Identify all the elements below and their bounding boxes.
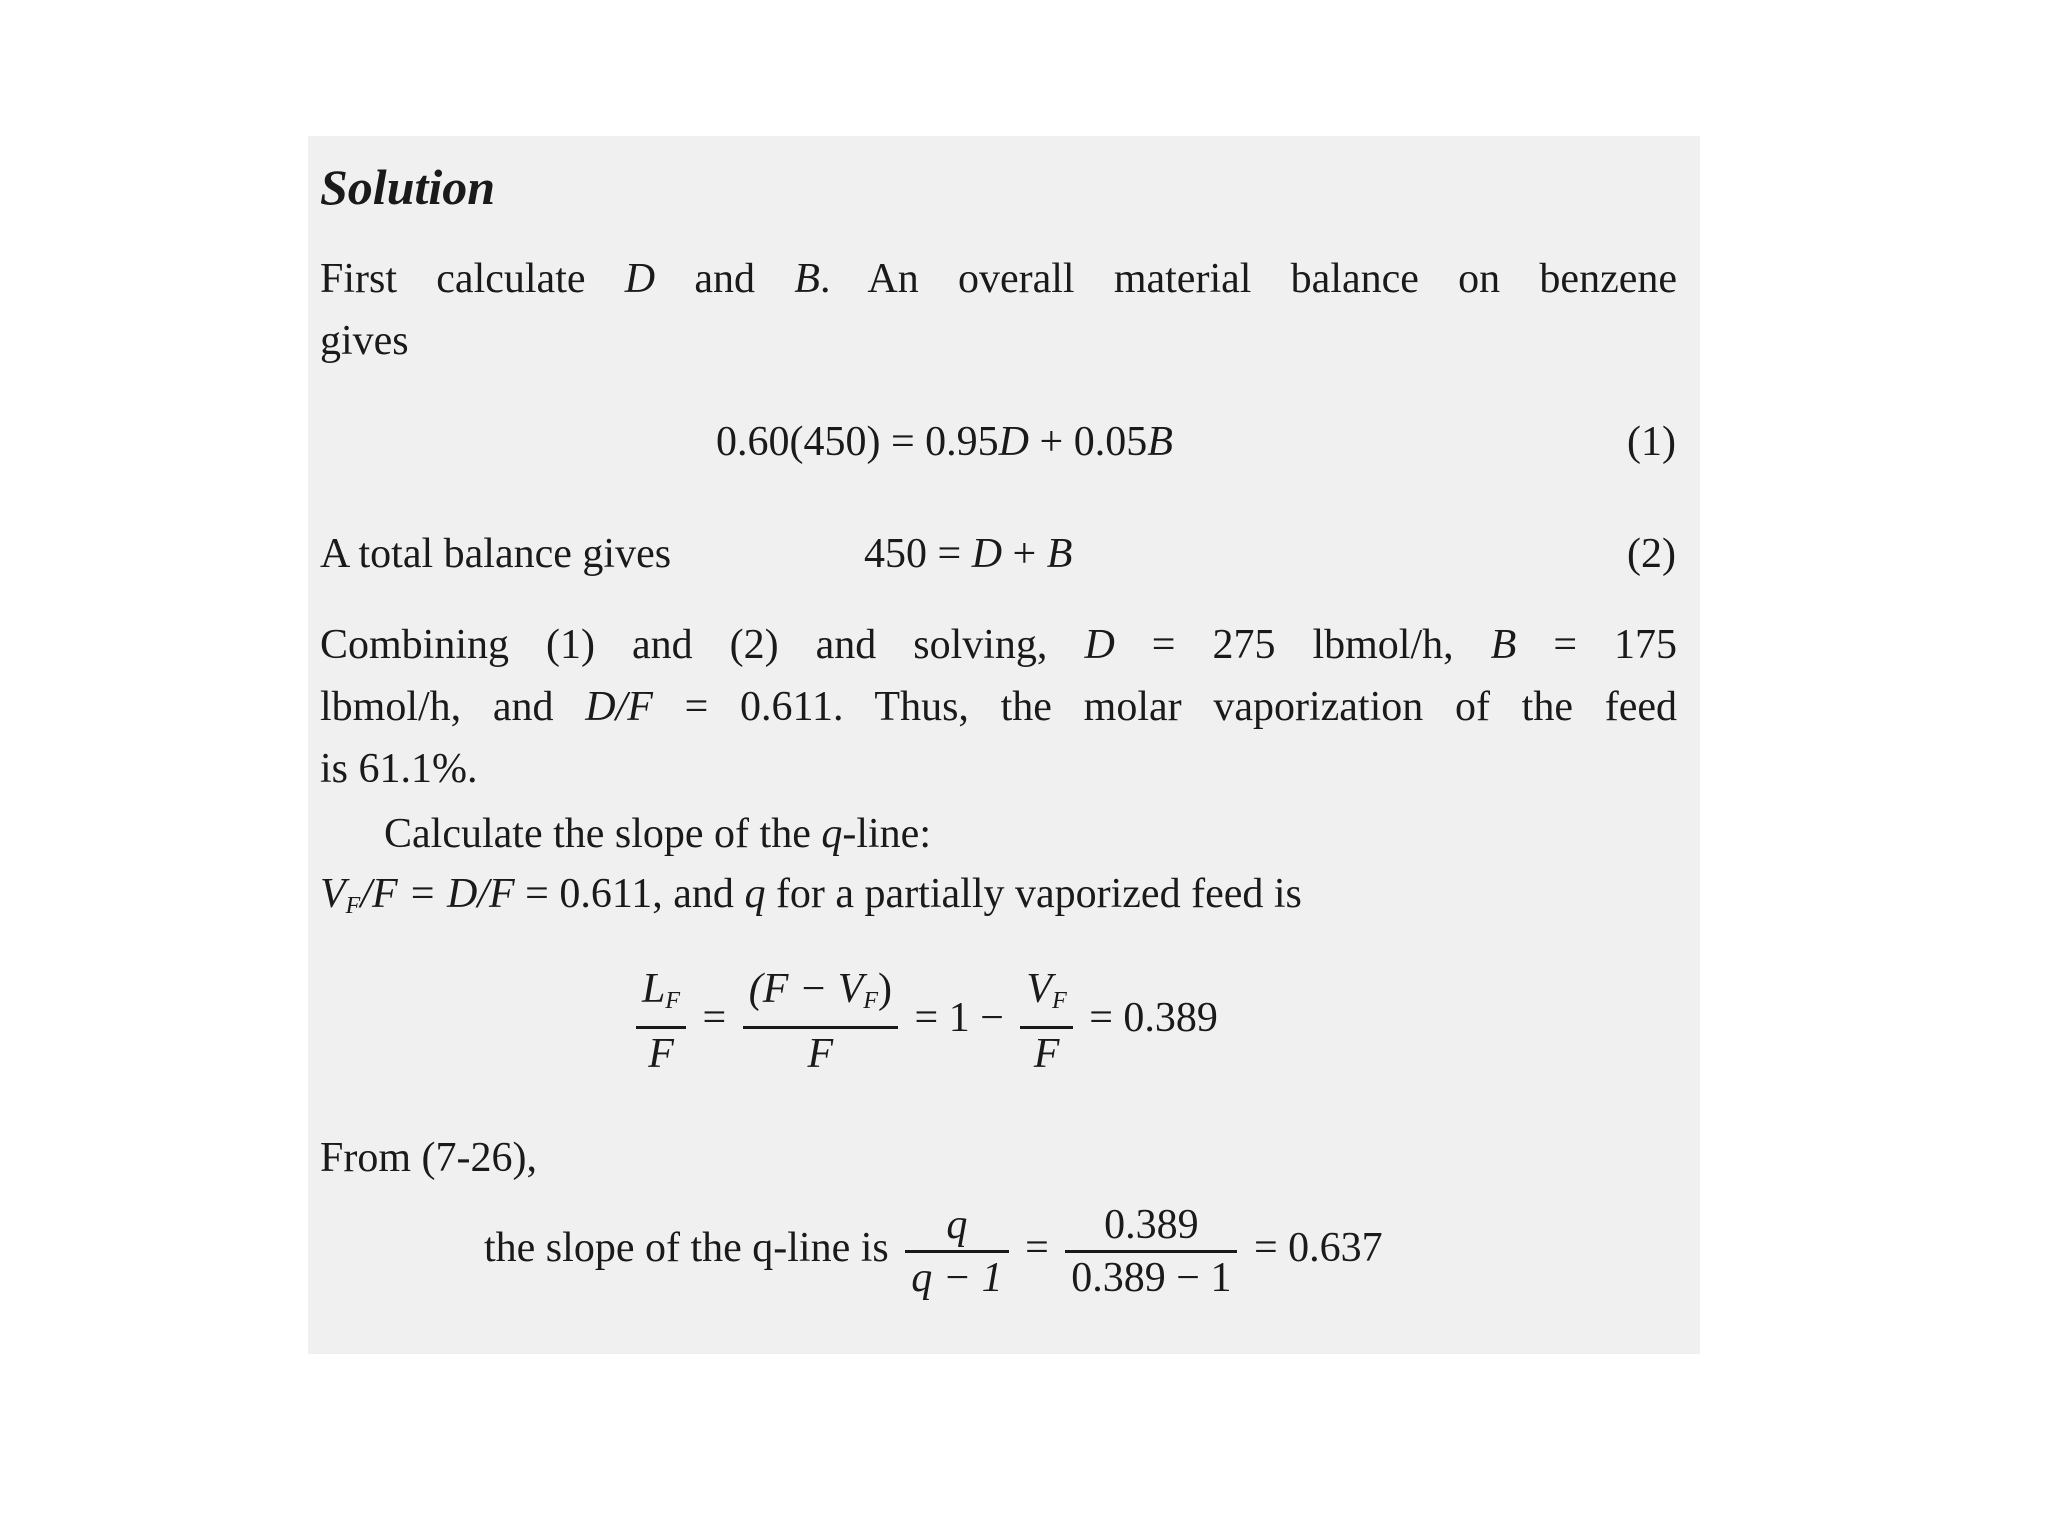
combining-line-1: Combining (1) and (2) and solving, D = 275 lbmol/h, B = 175 [320, 622, 1677, 668]
fraction-numeric-slope: $\frac{0.389}{0.389 - 1}$ [1065, 1200, 1237, 1303]
equation-number-2: (2) [1627, 531, 1676, 577]
solution-panel [308, 136, 1700, 1354]
fraction-f-minus-vf-over-f: $\frac{(F - V_F)}{F}$ [743, 964, 898, 1079]
combining-line-3: is 61.1%. [320, 746, 478, 792]
fraction-vf-over-f: $\frac{V_F}{F}$ [1020, 964, 1072, 1079]
total-balance-label: A total balance gives [320, 531, 672, 577]
equation-slope: the slope of the q-line is $\frac{q}{q - 1}$ = $\frac{0.389}{0.389 - 1}$ = 0.637 [484, 1202, 1383, 1301]
slope-intro-line: Calculate the slope of the q-line: [384, 811, 931, 857]
intro-line-1: First calculate D and B. An overall material balance on benzene [320, 256, 1677, 302]
fraction-lf-over-f: $\frac{L_F}{F}$ [636, 964, 686, 1079]
from-reference: From (7-26), [320, 1135, 537, 1181]
equation-total-balance: 450 = D + B [864, 531, 1073, 577]
paragraph-combining [320, 614, 1677, 800]
equation-number-1: (1) [1627, 419, 1676, 465]
equation-q-value: $\frac{L_F}{F}$ = $\frac{(F - V_F)}{F}$ = 1 − $\frac{V_F}{F}$ = 0.389 [630, 964, 1218, 1079]
combining-line-2: lbmol/h, and D/F = 0.611. Thus, the molar vaporization of the feed [320, 684, 1677, 730]
fraction-q-over-q-minus-1: $\frac{q}{q - 1}$ [905, 1200, 1008, 1303]
vf-ratio-line: $V_F/F = D/F = 0.611$, and q for a partially vaporized feed is [320, 871, 1302, 919]
solution-heading: Solution [320, 159, 496, 215]
paragraph-intro [320, 248, 1677, 372]
equation-benzene-balance: 0.60(450) = 0.95D + 0.05B [716, 419, 1173, 465]
intro-line-2: gives [320, 318, 409, 364]
